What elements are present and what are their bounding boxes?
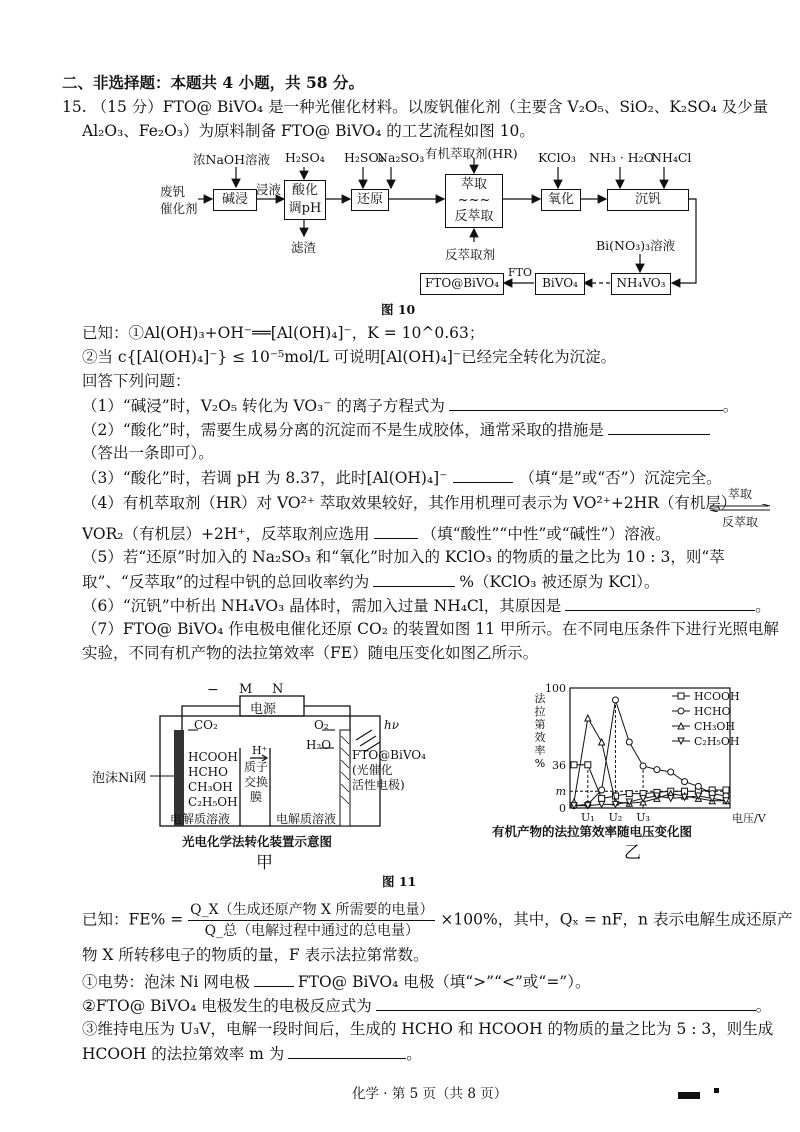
legend-label-2: CH₃OH (694, 720, 736, 733)
step-precipitate: 沉钒 (607, 189, 689, 211)
question-4 (82, 492, 736, 514)
registration-mark (678, 1092, 700, 1099)
membrane-line1: 质子 (243, 760, 268, 774)
registration-dot (714, 1088, 719, 1093)
h2o-label: H₂O (306, 738, 332, 752)
answer-blank-s1[interactable] (254, 970, 294, 987)
y-axis-label-char: 效 (534, 731, 546, 744)
q15-intro-line2: Al₂O₃、Fe₂O₃）为原料制备 FTO@ BiVO₄ 的工艺流程如图 10。 (82, 122, 535, 140)
product-hcooh: HCOOH (188, 750, 238, 764)
reagent-kclo3: KClO₃ (538, 150, 576, 165)
question-4c-text: （填“酸性”“中性”或“碱性”）溶液。 (421, 525, 671, 543)
fto-label-line3: 活性电极) (352, 778, 405, 792)
answer-blank-s3[interactable] (288, 1042, 406, 1059)
y-tick-m: m (555, 785, 566, 799)
question-6-text: （6）“沉钒”中析出 NH₄VO₃ 晶体时，需加入过量 NH₄Cl，其原因是 (82, 597, 562, 615)
step-extract-mid: ~~~ (457, 193, 491, 208)
product-c2h5oh: C₂H₅OH (188, 795, 238, 809)
page-footer: 化学 · 第 5 页（共 8 页） (352, 1086, 508, 1102)
sub-question-3: ③维持电压为 U₃V，电解一段时间后，生成的 HCHO 和 HCOOH 的物质的量之比为 5 : 3，则生成 (82, 1020, 774, 1038)
light-hv-label: hν (384, 718, 400, 732)
answer-blank-3[interactable] (453, 466, 513, 483)
flow-chart (0, 0, 800, 320)
device-caption: 光电化学法转化装置示意图 (182, 834, 333, 849)
bi-nitrate-solution: Bi(NO₃)₃溶液 (596, 238, 676, 253)
fe-chart (478, 672, 778, 872)
step-oxidize: 氧化 (541, 189, 581, 211)
series-0-point (571, 762, 577, 768)
o2-label: O₂ (314, 718, 329, 732)
fto-label: FTO (508, 266, 532, 279)
question-5: （5）若“还原”时加入的 Na₂SO₃ 和“氧化”时加入的 KClO₃ 的物质的量之比为 10 : 3，则“萃 (82, 548, 725, 566)
answer-blank-s2[interactable] (376, 994, 756, 1011)
y-tick-0: 0 (559, 802, 566, 815)
sub-question-3b-text: HCOOH 的法拉第效率 m 为 (82, 1045, 285, 1063)
fe-formula-suffix: ×100%，其中，Qₓ = nF，n 表示电解生成还原产 (440, 910, 793, 929)
question-1: （1）“碱浸”时，V₂O₅ 转化为 VO₃⁻ 的离子方程式为 。 (82, 394, 738, 417)
x-tick-u3: U₃ (636, 811, 650, 824)
step-reduce: 还原 (351, 189, 389, 211)
electrolyte-right: 电解质溶液 (276, 812, 337, 826)
terminal-n: N (272, 682, 284, 697)
known-1: 已知：①Al(OH)₃+OH⁻══[Al(OH)₄]⁻，K = 10^0.63； (82, 324, 485, 342)
series-1-point (654, 767, 660, 773)
step-acidify-line1: 酸化 (291, 183, 318, 198)
legend-marker-0 (678, 693, 684, 699)
sub-question-3b: HCOOH 的法拉第效率 m 为 。 (82, 1042, 422, 1065)
x-tick-u2: U₂ (608, 811, 623, 824)
series-line-3 (574, 796, 726, 806)
co2-label: CO₂ (194, 718, 218, 732)
series-1-point (599, 787, 605, 793)
y-axis-label-char: 法 (534, 692, 546, 705)
reagent-h2so4-a: H₂SO₄ (285, 150, 325, 165)
sub-question-1-tail: FTO@ BiVO₄ 电极（填“>”“<”或“=”）。 (297, 973, 591, 991)
step-extract (445, 174, 503, 228)
back-extract-agent: 反萃取剂 (445, 247, 496, 262)
y-tick-100: 100 (545, 682, 566, 695)
sub-question-1 (82, 970, 590, 993)
leach-liquid-label: 浸液 (256, 182, 282, 197)
known-2: ②当 c{[Al(OH)₄]⁻} ≤ 10⁻⁵mol/L 可说明[Al(OH)₄]⁻已经完全转化为沉淀。 (82, 348, 617, 366)
q15-intro-line1: 15. （15 分）FTO@ BiVO₄ 是一种光催化材料。以废钒催化剂（主要含 V₂O₅、SiO₂、K₂SO₄ 及少量 (62, 98, 769, 116)
fe-denominator: Q_总（电解过程中通过的总电量） (204, 923, 420, 939)
y-axis-label-char: % (534, 757, 546, 770)
sub-question-2-text: ②FTO@ BiVO₄ 电极发生的电极反应式为 (82, 997, 372, 1015)
product-bivo4: BiVO₄ (535, 273, 585, 295)
section-title: 二、非选择题：本题共 4 小题，共 58 分。 (62, 73, 364, 92)
fto-electrode-label (352, 748, 426, 793)
series-1-point (640, 763, 646, 769)
series-0-point (585, 762, 591, 768)
sub-question-1-text: ①电势：泡沫 Ni 网电极 (82, 973, 250, 991)
answer-blank-1[interactable] (449, 394, 723, 411)
question-7a: （7）FTO@ BiVO₄ 作电极电催化还原 CO₂ 的装置如图 11 甲所示。在不同电压条件下进行光照电解 (82, 620, 779, 638)
step-extract-top: 萃取 (460, 177, 487, 192)
membrane-label (241, 760, 271, 805)
figure10-caption: 图 10 (381, 302, 416, 317)
question-2b: （答出一条即可）。 (82, 444, 214, 462)
legend-label-1: HCHO (694, 705, 731, 718)
minus-terminal: − (207, 682, 219, 698)
series-2-point (585, 715, 591, 721)
legend-marker-1 (678, 708, 684, 714)
y-axis-label (535, 691, 547, 770)
step-extract-bottom: 反萃取 (454, 209, 494, 224)
fto-electrode (340, 730, 350, 826)
reagent-naoh: 浓NaOH溶液 (193, 152, 271, 167)
y-tick-36: 36 (552, 758, 566, 772)
question-4-text: （4）有机萃取剂（HR）对 VO²⁺ 萃取效果较好，其作用机理可表示为 VO²⁺+2HR（有机层） (82, 494, 737, 512)
start-material-line1: 废钒 (160, 184, 186, 199)
y-axis-label-char: 拉 (534, 705, 546, 718)
product-list (188, 750, 238, 810)
device-diagram (90, 668, 450, 873)
reagent-hr: 有机萃取剂(HR) (425, 146, 518, 161)
start-material-line2: 催化剂 (160, 201, 198, 216)
legend-label-3: C₂H₅OH (694, 735, 740, 748)
product-fto-bivo4: FTO@BiVO₄ (420, 273, 504, 295)
terminal-m: M (239, 682, 253, 697)
legend-label-0: HCOOH (694, 690, 740, 703)
reagent-nh3: NH₃ · H₂O (589, 150, 654, 165)
power-supply: 电源 (250, 702, 277, 717)
residue-label: 滤渣 (291, 240, 317, 255)
step-acidify (284, 180, 326, 220)
membrane-line2: 交换 (243, 775, 268, 789)
y-axis-label-char: 第 (534, 718, 546, 731)
arrow-label-extract: 萃取 (727, 487, 752, 501)
figure11-caption: 图 11 (382, 874, 417, 889)
series-1-point (668, 769, 674, 775)
y-axis-label-char: 率 (534, 744, 546, 757)
question-7b: 实验，不同有机产物的法拉第效率（FE）随电压变化如图乙所示。 (82, 644, 539, 662)
answer-prompt: 回答下列问题： (82, 372, 191, 390)
series-line-0 (574, 765, 726, 799)
reagent-nh4cl: NH₄Cl (651, 150, 692, 165)
fto-label-line2: (光催化 (352, 763, 393, 777)
x-tick-u1: U₁ (580, 811, 595, 824)
answer-blank-2[interactable] (608, 418, 710, 435)
ni-electrode-label: 泡沫Ni网 (92, 771, 147, 786)
series-1-point (695, 783, 701, 789)
sub-question-2: ②FTO@ BiVO₄ 电极发生的电极反应式为 。 (82, 994, 771, 1017)
series-0-point (599, 795, 605, 801)
fe-formula (82, 900, 792, 941)
arrow-label-back-extract: 反萃取 (721, 515, 758, 529)
step-alkali-leach: 碱浸 (213, 189, 257, 211)
proton-label: H⁺ (252, 744, 268, 757)
fto-label-line1: FTO@BiVO₄ (352, 748, 426, 762)
question-5c-text: %（KClO₃ 被还原为 KCl）。 (459, 573, 660, 591)
question-3 (82, 466, 722, 489)
x-axis-label: 电压/V (732, 812, 766, 825)
fe-fraction (188, 900, 435, 941)
question-3-text: （3）“酸化”时，若调 pH 为 8.37，此时[Al(OH)₄]⁻ (82, 469, 448, 487)
series-0-point (723, 787, 729, 793)
series-0-point (626, 791, 632, 797)
fe-formula-line2: 物 X 所转移电子的物质的量，F 表示法拉第常数。 (82, 946, 429, 964)
question-4b-text: VOR₂（有机层）+2H⁺，反萃取剂应选用 (82, 525, 370, 543)
question-1-text: （1）“碱浸”时，V₂O₅ 转化为 VO₃⁻ 的离子方程式为 (82, 397, 445, 415)
product-nh4vo3: NH₄VO₃ (611, 273, 671, 295)
fe-numerator: Q_X（生成还原产物 X 所需要的电量） (188, 900, 435, 921)
answer-blank-4[interactable] (374, 522, 418, 539)
membrane-line3: 膜 (249, 790, 262, 804)
question-5b-text: 取”、“反萃取”的过程中钒的总回收率约为 (82, 573, 370, 591)
device-label-jia: 甲 (256, 853, 273, 873)
chart-label-yi: 乙 (624, 843, 641, 863)
product-ch3oh: CH₃OH (188, 780, 233, 794)
extraction-equilibrium-arrow (708, 487, 772, 529)
electrolyte-left: 电解质溶液 (170, 812, 231, 826)
question-3-tail: （填“是”或“否”）沉淀完全。 (519, 469, 722, 487)
product-hcho: HCHO (188, 765, 228, 779)
question-6: （6）“沉钒”中析出 NH₄VO₃ 晶体时，需加入过量 NH₄Cl，其原因是 。 (82, 594, 771, 617)
fe-formula-prefix: 已知：FE% = (82, 910, 184, 929)
question-5b (82, 570, 660, 593)
double-arrow-icon (708, 504, 772, 512)
question-2-text: （2）“酸化”时，需要生成易分离的沉淀而不是生成胶体，通常采取的措施是 (82, 421, 604, 439)
answer-blank-5[interactable] (373, 570, 455, 587)
chart-caption: 有机产物的法拉第效率随电压变化图 (492, 824, 693, 839)
answer-blank-6[interactable] (565, 594, 755, 611)
question-4b (82, 522, 671, 545)
series-1-point (626, 739, 632, 745)
question-2 (82, 418, 710, 441)
reagent-h2so4-b: H₂SO₄ (344, 150, 384, 165)
reagent-na2so3: Na₂SO₃ (377, 150, 425, 165)
series-2-point (599, 739, 605, 745)
series-1-point (682, 779, 688, 785)
step-acidify-line2: 调pH (288, 201, 322, 216)
series-1-point (612, 697, 618, 703)
